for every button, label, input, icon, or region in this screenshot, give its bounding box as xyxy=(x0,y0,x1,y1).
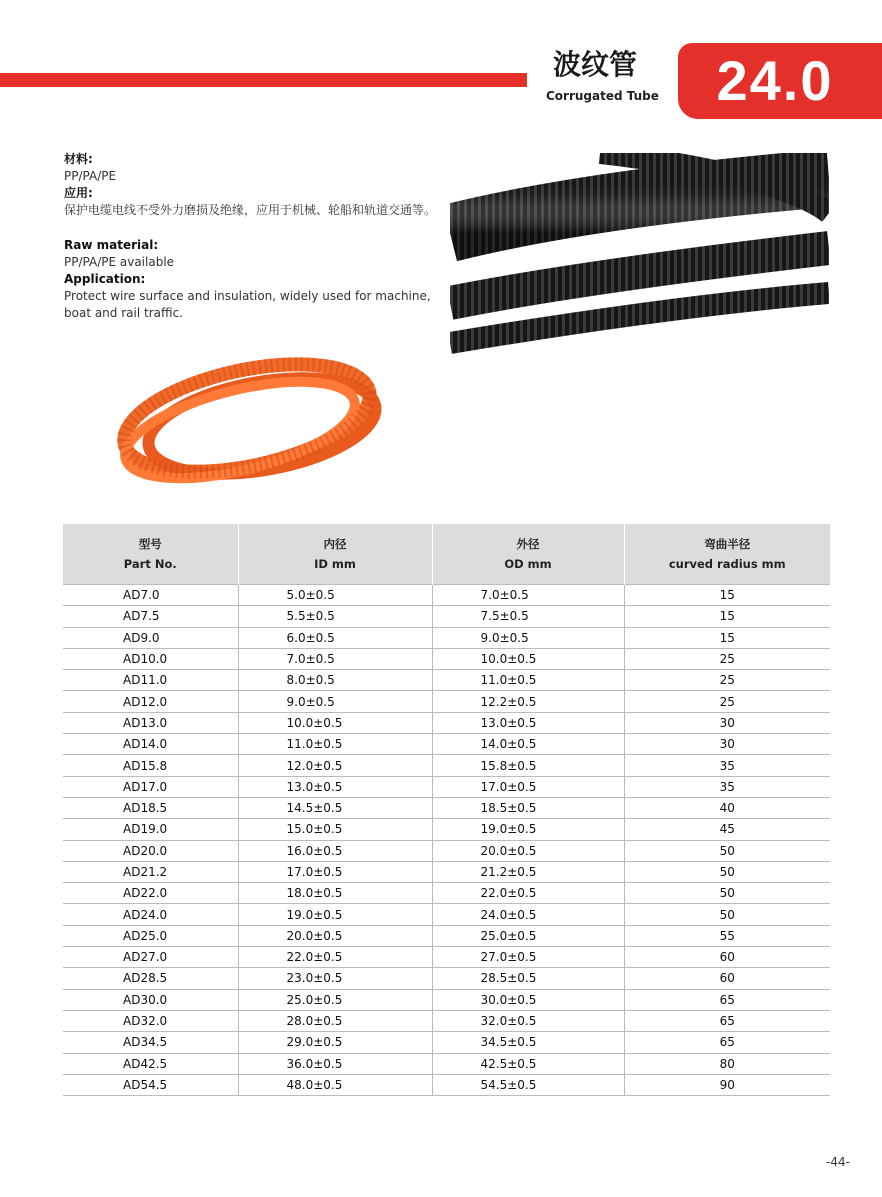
cell-radius: 30 xyxy=(624,734,830,755)
cell-radius: 30 xyxy=(624,712,830,733)
cell-od: 10.0±0.5 xyxy=(432,648,624,669)
cell-od: 32.0±0.5 xyxy=(432,1010,624,1031)
cell-id: 25.0±0.5 xyxy=(238,989,432,1010)
table-row xyxy=(63,819,830,840)
page-title-en: Corrugated Tube xyxy=(546,89,659,103)
cell-radius: 50 xyxy=(624,883,830,904)
cell-radius: 50 xyxy=(624,904,830,925)
cell-part-no: AD15.8 xyxy=(63,755,238,776)
cell-radius: 35 xyxy=(624,776,830,797)
table-row xyxy=(63,585,830,606)
cell-od: 54.5±0.5 xyxy=(432,1074,624,1095)
cell-id: 48.0±0.5 xyxy=(238,1074,432,1095)
table-row xyxy=(63,861,830,882)
cell-radius: 15 xyxy=(624,627,830,648)
cell-radius: 65 xyxy=(624,989,830,1010)
cell-od: 28.5±0.5 xyxy=(432,968,624,989)
table-row xyxy=(63,670,830,691)
cell-radius: 60 xyxy=(624,947,830,968)
section-number: 24.0 xyxy=(716,49,834,112)
cell-part-no: AD22.0 xyxy=(63,883,238,904)
table-row xyxy=(63,606,830,627)
cell-part-no: AD13.0 xyxy=(63,712,238,733)
cell-part-no: AD28.5 xyxy=(63,968,238,989)
cell-od: 11.0±0.5 xyxy=(432,670,624,691)
header-radius: 弯曲半径 curved radius mm xyxy=(624,524,830,585)
cell-id: 7.0±0.5 xyxy=(238,648,432,669)
table-row xyxy=(63,968,830,989)
table-row xyxy=(63,627,830,648)
cell-id: 36.0±0.5 xyxy=(238,1053,432,1074)
cell-id: 28.0±0.5 xyxy=(238,1010,432,1031)
cell-id: 5.0±0.5 xyxy=(238,585,432,606)
table-row xyxy=(63,1053,830,1074)
cell-id: 10.0±0.5 xyxy=(238,712,432,733)
table-row xyxy=(63,947,830,968)
table-row xyxy=(63,1032,830,1053)
cell-radius: 50 xyxy=(624,840,830,861)
cell-id: 8.0±0.5 xyxy=(238,670,432,691)
cell-od: 42.5±0.5 xyxy=(432,1053,624,1074)
table-row xyxy=(63,755,830,776)
cell-radius: 15 xyxy=(624,606,830,627)
cell-part-no: AD11.0 xyxy=(63,670,238,691)
cell-od: 19.0±0.5 xyxy=(432,819,624,840)
cell-id: 6.0±0.5 xyxy=(238,627,432,648)
cell-id: 9.0±0.5 xyxy=(238,691,432,712)
table-row xyxy=(63,734,830,755)
cell-id: 20.0±0.5 xyxy=(238,925,432,946)
cell-od: 24.0±0.5 xyxy=(432,904,624,925)
cell-id: 16.0±0.5 xyxy=(238,840,432,861)
cell-part-no: AD18.5 xyxy=(63,797,238,818)
cell-od: 12.2±0.5 xyxy=(432,691,624,712)
cell-part-no: AD25.0 xyxy=(63,925,238,946)
en-application-line1: Protect wire surface and insulation, widely used for machine, xyxy=(64,289,431,303)
page-number: -44- xyxy=(826,1155,850,1169)
black-tube-photo xyxy=(450,153,829,361)
en-material-value: PP/PA/PE available xyxy=(64,255,175,269)
cell-part-no: AD19.0 xyxy=(63,819,238,840)
cell-part-no: AD42.5 xyxy=(63,1053,238,1074)
cell-id: 13.0±0.5 xyxy=(238,776,432,797)
spec-table xyxy=(63,524,830,1096)
cell-od: 13.0±0.5 xyxy=(432,712,624,733)
cell-radius: 50 xyxy=(624,861,830,882)
header-part-no: 型号 Part No. xyxy=(63,524,238,585)
cell-od: 14.0±0.5 xyxy=(432,734,624,755)
cell-od: 17.0±0.5 xyxy=(432,776,624,797)
cell-id: 15.0±0.5 xyxy=(238,819,432,840)
cell-part-no: AD32.0 xyxy=(63,1010,238,1031)
cell-id: 17.0±0.5 xyxy=(238,861,432,882)
cell-part-no: AD30.0 xyxy=(63,989,238,1010)
cell-id: 19.0±0.5 xyxy=(238,904,432,925)
cell-od: 25.0±0.5 xyxy=(432,925,624,946)
cell-part-no: AD12.0 xyxy=(63,691,238,712)
cell-part-no: AD10.0 xyxy=(63,648,238,669)
cell-radius: 25 xyxy=(624,691,830,712)
cell-part-no: AD7.5 xyxy=(63,606,238,627)
cell-id: 22.0±0.5 xyxy=(238,947,432,968)
cell-od: 30.0±0.5 xyxy=(432,989,624,1010)
cell-radius: 65 xyxy=(624,1032,830,1053)
cell-radius: 35 xyxy=(624,755,830,776)
cn-application-value: 保护电缆电线不受外力磨损及绝缘，应用于机械、轮船和轨道交通等。 xyxy=(64,203,437,217)
en-application-label: Application: xyxy=(64,272,146,286)
en-application-line2: boat and rail traffic. xyxy=(64,306,183,320)
cell-id: 12.0±0.5 xyxy=(238,755,432,776)
cell-od: 7.5±0.5 xyxy=(432,606,624,627)
header-red-bar xyxy=(0,73,527,87)
cell-radius: 45 xyxy=(624,819,830,840)
table-row xyxy=(63,840,830,861)
table-row xyxy=(63,904,830,925)
table-header-row xyxy=(63,524,830,585)
cell-radius: 25 xyxy=(624,648,830,669)
cell-od: 21.2±0.5 xyxy=(432,861,624,882)
cell-radius: 90 xyxy=(624,1074,830,1095)
cell-id: 29.0±0.5 xyxy=(238,1032,432,1053)
table-row xyxy=(63,712,830,733)
cell-od: 27.0±0.5 xyxy=(432,947,624,968)
table-row xyxy=(63,691,830,712)
cell-od: 15.8±0.5 xyxy=(432,755,624,776)
cell-od: 34.5±0.5 xyxy=(432,1032,624,1053)
cell-radius: 80 xyxy=(624,1053,830,1074)
cn-application-label: 应用: xyxy=(64,186,93,200)
cell-id: 23.0±0.5 xyxy=(238,968,432,989)
cell-id: 5.5±0.5 xyxy=(238,606,432,627)
table-row xyxy=(63,776,830,797)
table-row xyxy=(63,1010,830,1031)
cell-id: 18.0±0.5 xyxy=(238,883,432,904)
en-material-label: Raw material: xyxy=(64,238,159,252)
cell-part-no: AD54.5 xyxy=(63,1074,238,1095)
cell-id: 14.5±0.5 xyxy=(238,797,432,818)
cell-part-no: AD34.5 xyxy=(63,1032,238,1053)
cell-radius: 15 xyxy=(624,585,830,606)
cell-od: 7.0±0.5 xyxy=(432,585,624,606)
cell-od: 20.0±0.5 xyxy=(432,840,624,861)
cell-radius: 40 xyxy=(624,797,830,818)
cn-material-value: PP/PA/PE xyxy=(64,169,117,183)
page-title-cn: 波纹管 xyxy=(553,48,638,81)
cell-part-no: AD20.0 xyxy=(63,840,238,861)
cell-od: 22.0±0.5 xyxy=(432,883,624,904)
cell-radius: 55 xyxy=(624,925,830,946)
cell-od: 9.0±0.5 xyxy=(432,627,624,648)
table-row xyxy=(63,883,830,904)
orange-tube-photo xyxy=(112,348,387,490)
cell-part-no: AD17.0 xyxy=(63,776,238,797)
table-row xyxy=(63,925,830,946)
cell-part-no: AD9.0 xyxy=(63,627,238,648)
table-row xyxy=(63,648,830,669)
cell-id: 11.0±0.5 xyxy=(238,734,432,755)
cell-part-no: AD14.0 xyxy=(63,734,238,755)
cell-part-no: AD7.0 xyxy=(63,585,238,606)
table-row xyxy=(63,797,830,818)
cell-part-no: AD21.2 xyxy=(63,861,238,882)
header-od: 外径 OD mm xyxy=(432,524,624,585)
cn-material-label: 材料: xyxy=(64,152,93,166)
cell-radius: 60 xyxy=(624,968,830,989)
cell-part-no: AD27.0 xyxy=(63,947,238,968)
table-row xyxy=(63,989,830,1010)
cell-part-no: AD24.0 xyxy=(63,904,238,925)
table-row xyxy=(63,1074,830,1095)
header-id: 内径 ID mm xyxy=(238,524,432,585)
cell-radius: 65 xyxy=(624,1010,830,1031)
cell-radius: 25 xyxy=(624,670,830,691)
cell-od: 18.5±0.5 xyxy=(432,797,624,818)
